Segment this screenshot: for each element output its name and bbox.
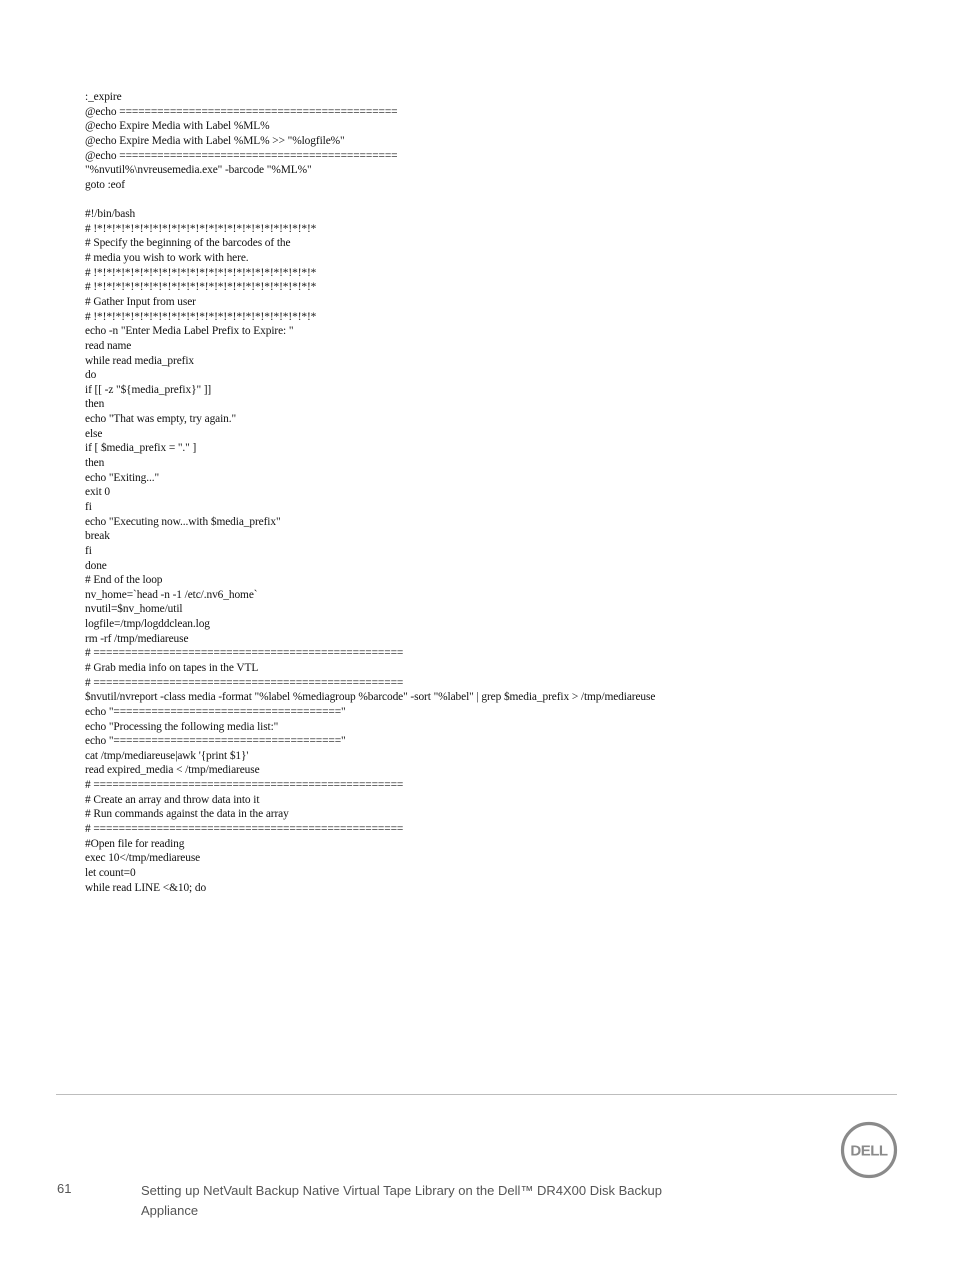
footer-divider bbox=[56, 1094, 897, 1095]
code-line: echo "====================================" bbox=[85, 705, 346, 718]
code-line: "%nvutil%\nvreusemedia.exe" -barcode "%ML%" bbox=[85, 164, 312, 177]
code-line: # !*!*!*!*!*!*!*!*!*!*!*!*!*!*!*!*!*!*!*!*!*!*!*!* bbox=[85, 310, 317, 323]
code-line: # !*!*!*!*!*!*!*!*!*!*!*!*!*!*!*!*!*!*!*!*!*!*!*!* bbox=[85, 281, 317, 294]
code-line: @echo Expire Media with Label %ML% bbox=[85, 120, 270, 133]
code-line: let count=0 bbox=[85, 866, 136, 879]
code-line: goto :eof bbox=[85, 178, 125, 191]
code-line: exit 0 bbox=[85, 486, 111, 499]
code-line: # ================================================= bbox=[85, 823, 404, 836]
code-line: read name bbox=[85, 339, 132, 352]
code-line: # ================================================= bbox=[85, 676, 404, 689]
footer-document-title bbox=[141, 1181, 701, 1220]
code-line: #!/bin/bash bbox=[85, 208, 136, 221]
code-line: while read media_prefix bbox=[85, 354, 195, 367]
dell-logo bbox=[840, 1121, 898, 1179]
code-line: # Grab media info on tapes in the VTL bbox=[85, 661, 259, 674]
code-line: echo "That was empty, try again." bbox=[85, 413, 237, 426]
code-line: break bbox=[85, 530, 110, 543]
code-line: echo "Executing now...with $media_prefix" bbox=[85, 515, 281, 528]
code-line: # Create an array and throw data into it bbox=[85, 793, 260, 806]
code-line bbox=[85, 192, 925, 207]
code-line: nvutil=$nv_home/util bbox=[85, 603, 183, 616]
code-line: # media you wish to work with here. bbox=[85, 252, 249, 265]
code-line: # Gather Input from user bbox=[85, 295, 196, 308]
code-line: # !*!*!*!*!*!*!*!*!*!*!*!*!*!*!*!*!*!*!*!*!*!*!*!* bbox=[85, 222, 317, 235]
code-line: done bbox=[85, 559, 107, 572]
code-line: if [ $media_prefix = "." ] bbox=[85, 442, 197, 455]
code-line: read expired_media < /tmp/mediareuse bbox=[85, 764, 260, 777]
code-line: else bbox=[85, 427, 103, 440]
code-line: while read LINE <&10; do bbox=[85, 881, 207, 894]
code-line: $nvutil/nvreport -class media -format "%label %mediagroup %barcode" -sort "%label" | grep $media_prefix > /tmp/mediareuse bbox=[85, 691, 656, 704]
code-line: # Run commands against the data in the array bbox=[85, 808, 289, 821]
code-line: cat /tmp/mediareuse|awk '{print $1}' bbox=[85, 749, 249, 762]
code-line: echo "Exiting..." bbox=[85, 471, 160, 484]
code-line: # Specify the beginning of the barcodes of the bbox=[85, 237, 291, 250]
code-line: :_expire bbox=[85, 91, 122, 103]
page-number: 61 bbox=[57, 1181, 72, 1196]
dell-logo-text: DELL bbox=[850, 1142, 888, 1160]
code-line: if [[ -z "${media_prefix}" ]] bbox=[85, 383, 212, 396]
code-line: exec 10</tmp/mediareuse bbox=[85, 852, 201, 865]
code-line: fi bbox=[85, 544, 92, 557]
footer-title-line-1: Setting up NetVault Backup Native Virtual Tape Library on the Dell™ DR4X00 Disk Backup bbox=[141, 1183, 662, 1198]
code-line: # End of the loop bbox=[85, 574, 163, 587]
code-line: echo "====================================" bbox=[85, 735, 346, 748]
code-line: then bbox=[85, 457, 105, 470]
code-line: logfile=/tmp/logddclean.log bbox=[85, 618, 210, 631]
code-line: then bbox=[85, 398, 105, 411]
code-line: fi bbox=[85, 500, 92, 513]
code-line: echo -n "Enter Media Label Prefix to Expire: " bbox=[85, 325, 294, 338]
code-line: # !*!*!*!*!*!*!*!*!*!*!*!*!*!*!*!*!*!*!*!*!*!*!*!* bbox=[85, 266, 317, 279]
code-line: # ================================================= bbox=[85, 647, 404, 660]
code-line: echo "Processing the following media list:" bbox=[85, 720, 279, 733]
code-line: @echo Expire Media with Label %ML% >> "%logfile%" bbox=[85, 134, 345, 147]
code-line: #Open file for reading bbox=[85, 837, 185, 850]
code-line: @echo ============================================ bbox=[85, 149, 398, 162]
code-line: rm -rf /tmp/mediareuse bbox=[85, 632, 189, 645]
code-line: do bbox=[85, 369, 97, 382]
code-line: nv_home=`head -n -1 /etc/.nv6_home` bbox=[85, 588, 258, 601]
footer-title-line-2: Appliance bbox=[141, 1202, 199, 1218]
code-block bbox=[85, 90, 925, 895]
code-line: @echo ============================================ bbox=[85, 105, 398, 118]
code-line: # ================================================= bbox=[85, 779, 404, 792]
